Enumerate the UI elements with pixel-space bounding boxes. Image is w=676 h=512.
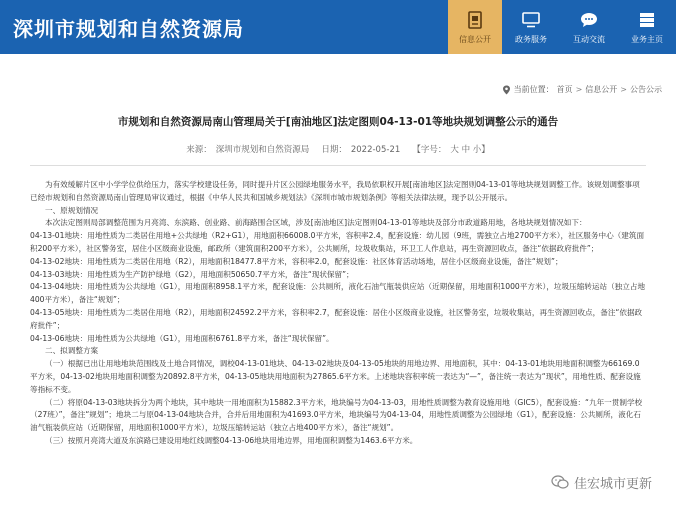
location-pin-icon [502, 85, 511, 95]
paragraph: 04-13-06地块：用地性质为公共绿地（G1），用地面积6761.8平方米，备注“现状保留”。 [30, 333, 334, 343]
section-heading: 二、拟调整方案 [45, 346, 99, 356]
paragraph: （三）按照月亮湾大道及东滨路已建设用地红线调整04-13-06地块用地边界，用地面积调整为1463.6平方米。 [45, 435, 418, 445]
source-value: 深圳市规划和自然资源局 [215, 145, 310, 155]
site-title[interactable]: 深圳市规划和自然资源局 [13, 17, 244, 41]
breadcrumb-prefix: 当前位置： [513, 85, 554, 94]
paragraph: 04-13-01地块：用地性质为二类居住用地+公共绿地（R2+G1），用地面积66008.0平方米，容积率2.4，配套设施：幼儿园（9班，需独立占地2700平方米），社区服务中心（建筑面积200平方米），社区警务室，居住小区级商业设施，邮政所（建筑面积200平方米），公共厕所，垃圾收集站，环卫工人作息站，再生资源回收点，备注“依据政府批件”； [30, 231, 645, 253]
nav-interaction[interactable] [560, 0, 618, 54]
watermark [547, 472, 656, 493]
nav-business-home[interactable] [618, 0, 676, 54]
breadcrumb-separator: > [575, 85, 583, 94]
paragraph: 为有效缓解片区中小学学位供给压力，落实学校建设任务，同时提升片区公园绿地服务水平，我局依职权开展[南油地区]法定图则04-13-01等地块规划调整工作。该规划调整事项已经市规划和自然资源局南山管理局审议通过，根据《中华人民共和国城乡规划法》《深圳市城市规划条例》等相关法律法规，现予以公开展示。 [30, 180, 640, 202]
source-label: 来源： [186, 145, 212, 155]
paragraph: 04-13-04地块：用地性质为公共绿地（G1），用地面积8958.1平方米，配套设施：公共厕所，液化石油气瓶装供应站（近期保留，用地面积1000平方米），垃圾压缩转运站（独立占地400平方米），备注“规划”； [30, 282, 646, 305]
chat-icon [579, 10, 599, 30]
paragraph: 本次法定图则局部调整范围为月亮湾、东滨路、创业路、前海路围合区域，涉及[南油地区]法定图则04-13-01等地块及部分市政道路用地，各地块规划情况如下： [45, 218, 587, 228]
date-label: 日期： [321, 145, 347, 155]
breadcrumb [502, 84, 662, 95]
paragraph: 04-13-03地块：用地性质为生产防护绿地（G2），用地面积50650.7平方米，备注“现状保留”； [30, 269, 354, 279]
article-body [30, 179, 646, 448]
nav-info-public[interactable] [448, 0, 502, 54]
paragraph: （一）根据已出让用地地块范围线及土地合同情况，调校04-13-01地块、04-13-02地块及04-13-05地块的用地边界、用地面积，其中：04-13-01地块用地面积调整为66169.0平方米，04-13-02地块用地面积调整为20892.8平方米，04-13-05地块用地面积为27865.6平方米。上述地块容积率统一表达为“—”，备注统一表达为“现状”，用地性质、配套设施等指标不变。 [30, 359, 641, 394]
article-title: 市规划和自然资源局南山管理局关于[南油地区]法定图则04-13-01等地块规划调整公示的通告 [117, 116, 559, 128]
article-meta [0, 143, 676, 155]
paragraph: （二）将原04-13-03地块拆分为两个地块，其中地块一用地面积为15882.3平方米，地块编号为04-13-03，用地性质调整为教育设施用地（GIC5），配套设施：“九年一贯制学校（27班）”，备注“规划”；地块二与原04-13-04地块合并，合并后用地面积为41693.0平方米，地块编号为04-13-04，用地性质调整为公园绿地（G1），配套设施：公共厕所，液化石油气瓶装供应站（近期保留，用地面积1000平方米），垃圾压缩转运站（独立占地400平方米），备注“规划”。 [30, 397, 643, 433]
font-size-options[interactable]: 大 中 小】 [450, 145, 490, 155]
monitor-icon [521, 10, 541, 30]
nav-label: 信息公开 [459, 34, 491, 44]
title-divider [30, 165, 646, 166]
main-nav [448, 0, 676, 54]
font-size-label: 【字号： [412, 145, 447, 155]
date-value: 2022-05-21 [350, 145, 401, 155]
nav-label: 业务主页 [631, 34, 663, 44]
server-icon [637, 10, 657, 30]
wechat-icon [551, 475, 569, 490]
section-heading: 一、原规划情况 [45, 205, 99, 215]
article-container [0, 100, 676, 448]
paragraph: 04-13-02地块：用地性质为二类居住用地（R2），用地面积18477.8平方米，容积率2.0，配套设施：社区体育活动场地，居住小区级商业设施，备注“规划”； [30, 256, 563, 266]
breadcrumb-announcement[interactable]: 公告公示 [630, 85, 662, 94]
breadcrumb-home[interactable]: 首页 [556, 85, 573, 94]
watermark-text: 佳宏城市更新 [573, 477, 652, 492]
document-icon [465, 10, 485, 30]
site-header [0, 0, 676, 54]
breadcrumb-info-public[interactable]: 信息公开 [585, 85, 618, 94]
paragraph: 04-13-05地块：用地性质为二类居住用地（R2），用地面积24592.2平方米，容积率2.7，配套设施：居住小区级商业设施，社区警务室，垃圾收集站，再生资源回收点，备注“依据政府批件”； [30, 307, 643, 330]
nav-label: 政务服务 [515, 34, 547, 44]
nav-label: 互动交流 [573, 34, 605, 44]
nav-gov-service[interactable] [502, 0, 560, 54]
breadcrumb-separator: > [620, 85, 627, 94]
